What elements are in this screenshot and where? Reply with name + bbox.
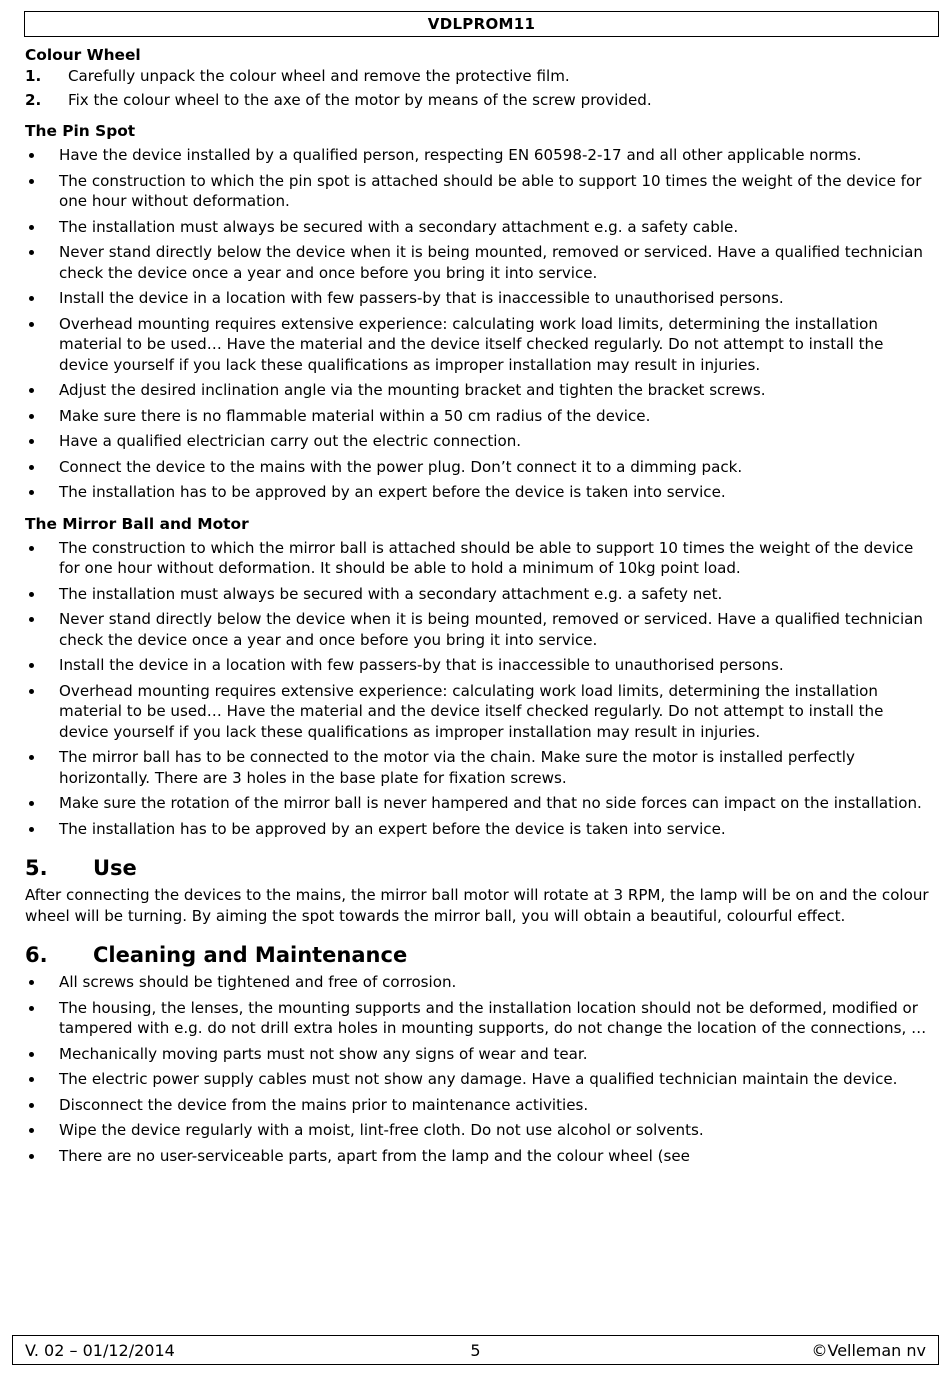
- list-item: Have the device installed by a qualified person, respecting EN 60598-2-17 and all other applicable norms.: [25, 145, 930, 166]
- list-item: Connect the device to the mains with the power plug. Don’t connect it to a dimming pack.: [25, 457, 930, 478]
- colour-wheel-steps: [25, 66, 930, 110]
- step-text: Fix the colour wheel to the axe of the motor by means of the screw provided.: [68, 90, 652, 109]
- section-use: [25, 855, 930, 926]
- section-number: 6.: [25, 943, 48, 967]
- mirror-ball-heading: The Mirror Ball and Motor: [25, 514, 249, 533]
- list-item: There are no user-serviceable parts, apart from the lamp and the colour wheel (see: [25, 1146, 930, 1167]
- list-item: The electric power supply cables must not show any damage. Have a qualified technician maintain the device.: [25, 1069, 930, 1090]
- document-title: VDLPROM11: [427, 15, 536, 33]
- list-item: Mechanically moving parts must not show any signs of wear and tear.: [25, 1044, 930, 1065]
- list-item: The installation must always be secured with a secondary attachment e.g. a safety net.: [25, 584, 930, 605]
- page-number: 5: [470, 1341, 481, 1360]
- list-item: The installation has to be approved by an expert before the device is taken into service.: [25, 819, 930, 840]
- step-text: Carefully unpack the colour wheel and remove the protective film.: [68, 67, 570, 85]
- version-date: V. 02 – 01/12/2014: [25, 1341, 175, 1360]
- list-item: Make sure there is no flammable material within a 50 cm radius of the device.: [25, 406, 930, 427]
- section-mirror-ball: [25, 513, 930, 840]
- section-colour-wheel: [25, 44, 930, 110]
- list-item: Have a qualified electrician carry out the electric connection.: [25, 431, 930, 452]
- list-item: Never stand directly below the device when it is being mounted, removed or serviced. Have a qualified technician check the device once a year and once before you bring it into service.: [25, 242, 930, 283]
- section-title: Cleaning and Maintenance: [93, 943, 408, 967]
- list-item: Install the device in a location with few passers-by that is inaccessible to unauthorised persons.: [25, 655, 930, 676]
- list-item: The housing, the lenses, the mounting supports and the installation location should not be deformed, modified or tampered with e.g. do not drill extra holes in mounting supports, do not change the location of the connections, …: [25, 998, 930, 1039]
- list-item: The mirror ball has to be connected to the motor via the chain. Make sure the motor is installed perfectly horizontally. There are 3 holes in the base plate for fixation screws.: [25, 747, 930, 788]
- list-item: The installation has to be approved by an expert before the device is taken into service.: [25, 482, 930, 503]
- list-item: Make sure the rotation of the mirror ball is never hampered and that no side forces can impact on the installation.: [25, 793, 930, 814]
- list-item: Disconnect the device from the mains prior to maintenance activities.: [25, 1095, 930, 1116]
- maintenance-list: [25, 972, 930, 1166]
- list-item: Wipe the device regularly with a moist, lint-free cloth. Do not use alcohol or solvents.: [25, 1120, 930, 1141]
- list-item: Overhead mounting requires extensive experience: calculating work load limits, determining the installation material to be used… Have the material and the device itself checked regularly. Do not attempt to install the device yourself if you lack these qualifications as improper installation may result in injuries.: [25, 681, 930, 743]
- step-number: 1.: [25, 67, 42, 85]
- colour-wheel-heading: Colour Wheel: [25, 46, 141, 64]
- copyright: ©Velleman nv: [811, 1341, 926, 1360]
- list-item: Overhead mounting requires extensive experience: calculating work load limits, determining the installation material to be used… Have the material and the device itself checked regularly. Do not attempt to install the device yourself if you lack these qualifications as improper installation may result in injuries.: [25, 314, 930, 376]
- list-item: Never stand directly below the device when it is being mounted, removed or serviced. Have a qualified technician check the device once a year and once before you bring it into service.: [25, 609, 930, 650]
- list-item: [25, 66, 930, 87]
- pin-spot-list: [25, 145, 930, 503]
- list-item: The construction to which the pin spot is attached should be able to support 10 times the weight of the device for one hour without deformation.: [25, 171, 930, 212]
- page-footer: [12, 1335, 939, 1365]
- list-item: Install the device in a location with few passers-by that is inaccessible to unauthorised persons.: [25, 288, 930, 309]
- section-number: 5.: [25, 856, 48, 880]
- list-item: The installation must always be secured with a secondary attachment e.g. a safety cable.: [25, 217, 930, 238]
- page-content: [25, 44, 930, 1171]
- use-paragraph: After connecting the devices to the mains, the mirror ball motor will rotate at 3 RPM, the lamp will be on and the colour wheel will be turning. By aiming the spot towards the mirror ball, you will obtain a beautiful, colourful effect.: [25, 886, 929, 925]
- pin-spot-heading: The Pin Spot: [25, 122, 136, 140]
- page-header: [24, 11, 939, 37]
- step-number: 2.: [25, 90, 42, 109]
- section-title: Use: [93, 856, 137, 880]
- list-item: The construction to which the mirror ball is attached should be able to support 10 times the weight of the device for one hour without deformation. It should be able to hold a minimum of 10kg point load.: [25, 538, 930, 579]
- use-heading: [25, 855, 930, 881]
- list-item: Adjust the desired inclination angle via the mounting bracket and tighten the bracket screws.: [25, 380, 930, 401]
- mirror-ball-list: [25, 538, 930, 840]
- section-maintenance: [25, 942, 930, 1166]
- list-item: [25, 90, 930, 111]
- maintenance-heading: [25, 942, 930, 968]
- list-item: All screws should be tightened and free of corrosion.: [25, 972, 930, 993]
- section-pin-spot: [25, 120, 930, 503]
